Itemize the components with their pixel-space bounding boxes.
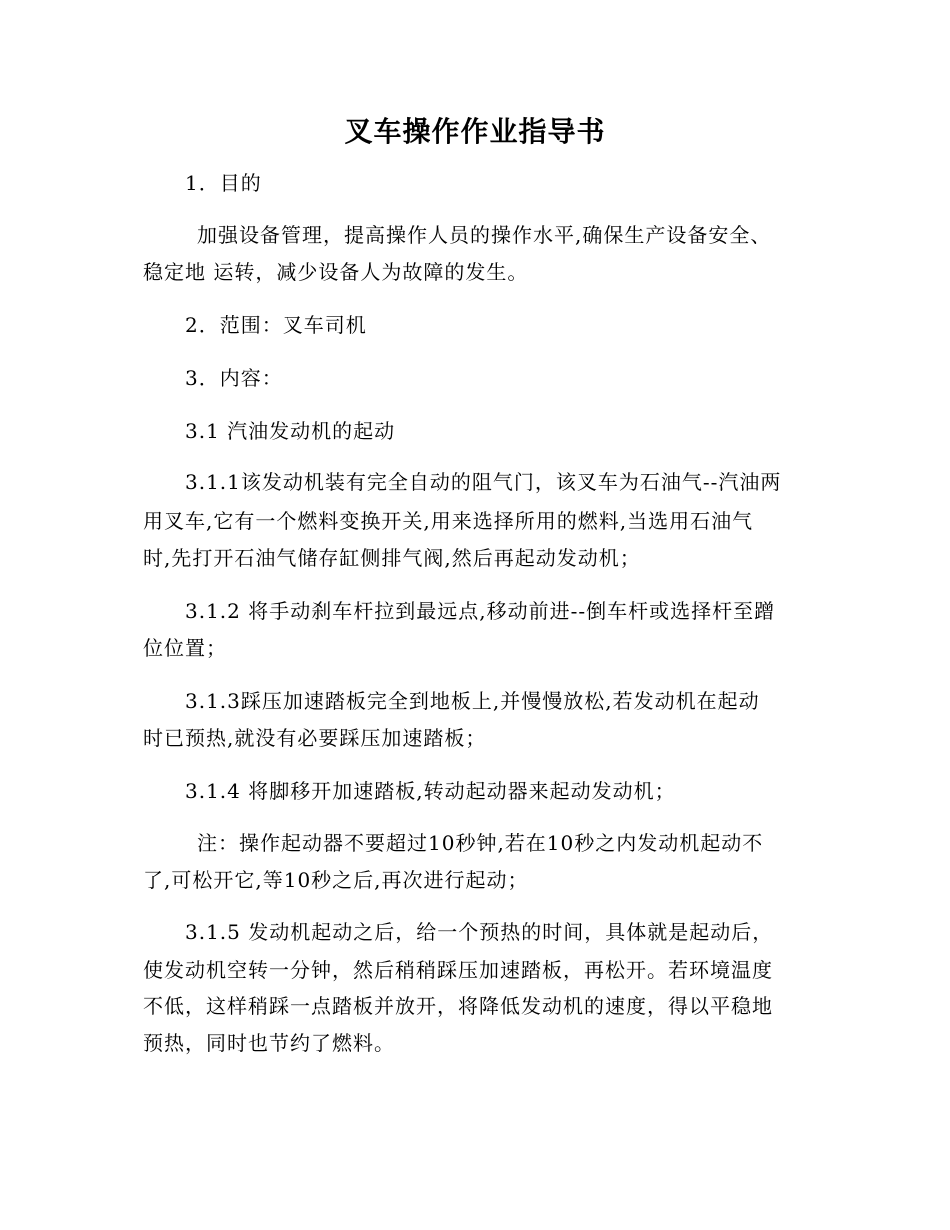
item-3-1-5-line-4: 预热，同时也节约了燃料。 (143, 1031, 395, 1055)
item-3-1-2-line-2: 位位置； (143, 636, 227, 660)
item-3-1-1-line-2: 用叉车,它有一个燃料变换开关,用来选择所用的燃料,当选用石油气 (143, 509, 754, 533)
note-line-1: 注：操作起动器不要超过10秒钟,若在10秒之内发动机起动不 (197, 831, 764, 855)
item-3-1-1-line-3: 时,先打开石油气储存缸侧排气阀,然后再起动发动机； (143, 546, 641, 570)
item-3-1-3-line-2: 时已预热,就没有必要踩压加速踏板； (143, 726, 487, 750)
note-line-2: 了,可松开它,等10秒之后,再次进行起动； (143, 868, 529, 892)
purpose-text-line-1: 加强设备管理，提高操作人员的操作水平,确保生产设备安全、 (197, 223, 772, 247)
item-3-1-4-line: 3.1.4 将脚移开加速踏板,转动起动器来起动发动机； (185, 779, 676, 803)
item-3-1-2-line-1: 3.1.2 将手动刹车杆拉到最远点,移动前进--倒车杆或选择杆至蹭 (185, 599, 776, 623)
item-3-1-5-line-3: 不低，这样稍踩一点踏板并放开，将降低发动机的速度，得以平稳地 (143, 994, 773, 1018)
document-title: 叉车操作作业指导书 (344, 115, 606, 148)
item-3-1-1-line-1: 3.1.1该发动机装有完全自动的阻气门，该叉车为石油气--汽油两 (185, 470, 782, 494)
section-2-heading: 2．范围：叉车司机 (185, 313, 367, 337)
section-3-heading: 3．内容： (185, 366, 283, 390)
subsection-3-1-heading: 3.1 汽油发动机的起动 (185, 419, 396, 443)
item-3-1-5-line-1: 3.1.5 发动机起动之后，给一个预热的时间，具体就是起动后， (185, 920, 774, 944)
item-3-1-5-line-2: 使发动机空转一分钟，然后稍稍踩压加速踏板，再松开。若环境温度 (143, 958, 773, 982)
purpose-text-line-2: 稳定地 运转，减少设备人为故障的发生。 (143, 260, 529, 284)
section-1-heading: 1．目的 (185, 171, 262, 195)
item-3-1-3-line-1: 3.1.3踩压加速踏板完全到地板上,并慢慢放松,若发动机在起动 (185, 689, 760, 713)
